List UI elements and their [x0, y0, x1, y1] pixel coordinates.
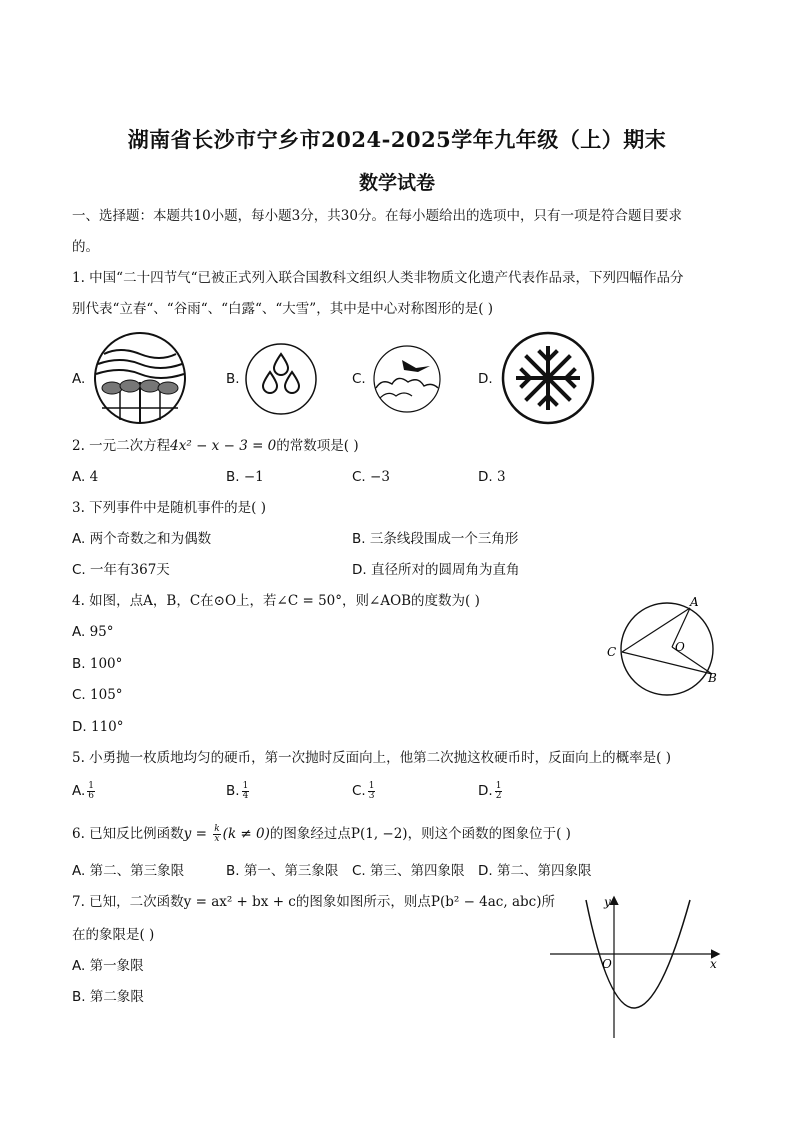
option-label: D. [352, 562, 367, 578]
option-label: B. [226, 469, 240, 485]
q5-option-a [72, 782, 97, 801]
q1-option-d-label: D. [478, 371, 493, 387]
q3-option-b [352, 530, 518, 548]
x-axis-label: x [710, 957, 717, 971]
q1-option-d-image [500, 330, 596, 426]
option-text: 一年有367天 [90, 562, 170, 578]
q6-option-d [478, 862, 591, 880]
fraction-denominator: 4 [242, 791, 249, 801]
q6-function-lhs: y = [183, 826, 212, 842]
option-fraction [495, 782, 503, 801]
q1-option-c-image [372, 344, 442, 414]
q2-option-a [72, 468, 98, 486]
option-text: 两个奇数之和为偶数 [89, 531, 212, 547]
fraction-numerator: 1 [88, 781, 95, 791]
option-label: A. [72, 531, 86, 547]
fraction-denominator: 6 [88, 791, 95, 801]
q5-stem: 5. 小勇抛一枚质地均匀的硬币，第一次抛时反面向上，他第二次抛这枚硬币时，反面向上的概率是( ) [72, 750, 671, 766]
exam-subtitle: 数学试卷 [358, 172, 435, 194]
option-value: −3 [370, 469, 390, 485]
q5-option-b [226, 782, 251, 801]
point-a-label: A [690, 595, 699, 609]
option-text: 第二、第四象限 [496, 863, 592, 879]
q2-equation: 4x² − x − 3 = 0 [170, 438, 277, 454]
option-value: 3 [496, 469, 506, 485]
option-label: D. [72, 719, 87, 735]
q4-option-c [72, 686, 123, 704]
q5-option-c [352, 782, 377, 801]
option-label: A. [72, 783, 86, 799]
option-text: 直径所对的圆周角为直角 [370, 562, 520, 578]
q2-option-c [352, 468, 390, 486]
q7-parabola-figure [548, 892, 724, 1040]
option-text: 第二象限 [89, 989, 144, 1005]
option-text: 三条线段围成一个三角形 [369, 531, 519, 547]
q1-option-a-image [92, 330, 188, 426]
option-label: C. [72, 562, 86, 578]
option-value: 105° [90, 687, 123, 703]
option-label: C. [352, 863, 366, 879]
center-o-label: O [675, 640, 685, 654]
q4-option-d [72, 718, 124, 736]
option-label: B. [352, 531, 366, 547]
q5-option-d [478, 782, 504, 801]
q4-option-b [72, 655, 122, 673]
option-label: D. [478, 863, 493, 879]
option-fraction [87, 782, 95, 801]
q1-stem-line1: 1. 中国“二十四节气“已被正式列入联合国教科文组织人类非物质文化遗产代表作品录，下列四幅作品分 [72, 270, 684, 286]
option-text: 第二、第三象限 [89, 863, 185, 879]
option-text: 第三、第四象限 [370, 863, 465, 879]
q1-stem-line2: 别代表“立春“、“谷雨“、“白露“、“大雪”，其中是中心对称图形的是( ) [72, 301, 494, 317]
q6-stem [72, 825, 571, 844]
q7-option-a [72, 957, 144, 975]
q1-option-b-label: B. [226, 371, 240, 387]
q6-option-b [226, 862, 338, 880]
q2-prefix: 2. 一元二次方程 [72, 438, 171, 454]
section-heading-line2: 的。 [72, 239, 99, 255]
option-text: 第一、第三象限 [243, 863, 339, 879]
q1-option-b-image [244, 342, 318, 416]
circle-o [621, 603, 713, 695]
q4-stem: 4. 如图，点A，B，C在⊙O上，若∠C = 50°，则∠AOB的度数为( ) [72, 593, 480, 609]
option-label: A. [72, 958, 86, 974]
q2-suffix: 的常数项是( ) [276, 438, 359, 454]
q3-option-a [72, 530, 211, 548]
q4-circle-figure [600, 594, 730, 704]
option-value: 4 [89, 469, 99, 485]
option-fraction [242, 782, 250, 801]
section-heading-line1: 一、选择题：本题共10小题，每小题3分，共30分。在每小题给出的选项中，只有一项是符合题目要求 [72, 208, 682, 224]
q6-prefix: 6. 已知反比例函数 [72, 826, 184, 842]
option-label: D. [478, 469, 493, 485]
q6-function-fraction [213, 825, 220, 844]
fraction-denominator: x [214, 834, 220, 844]
segment-cb [622, 652, 712, 674]
option-text: 第一象限 [89, 958, 144, 974]
point-b-label: B [708, 671, 717, 685]
option-label: A. [72, 863, 86, 879]
option-value: 100° [89, 656, 123, 672]
option-label: C. [72, 687, 86, 703]
option-value: −1 [243, 469, 264, 485]
option-label: A. [72, 624, 86, 640]
q6-option-c [352, 862, 465, 880]
q2-option-d [478, 468, 506, 486]
origin-label: O [602, 957, 612, 971]
q3-stem: 3. 下列事件中是随机事件的是( ) [72, 500, 266, 516]
y-axis-label: y [604, 895, 611, 909]
q2-stem [72, 437, 359, 455]
q1-option-a-label: A. [72, 371, 86, 387]
option-label: B. [226, 863, 240, 879]
option-label: B. [72, 656, 86, 672]
option-label: A. [72, 469, 86, 485]
fraction-numerator: k [214, 824, 220, 834]
q2-option-b [226, 468, 264, 486]
exam-title: 湖南省长沙市宁乡市2024-2025学年九年级（上）期末 [127, 127, 667, 152]
fraction-numerator: 1 [495, 781, 502, 791]
point-c-label: C [607, 645, 617, 659]
q3-option-c [72, 561, 170, 579]
option-label: B. [226, 783, 240, 799]
q7-stem-line2: 在的象限是( ) [72, 927, 155, 943]
q6-suffix: 的图象经过点P(1, −2)，则这个函数的图象位于( ) [269, 826, 571, 842]
fraction-numerator: 1 [242, 781, 249, 791]
q1-option-c-label: C. [352, 371, 366, 387]
option-label: C. [352, 783, 366, 799]
q6-function-condition: (k ≠ 0) [222, 826, 270, 842]
option-fraction [368, 782, 376, 801]
option-value: 110° [90, 719, 124, 735]
fraction-numerator: 1 [368, 781, 375, 791]
option-label: C. [352, 469, 366, 485]
fraction-denominator: 2 [495, 791, 502, 801]
q6-option-a [72, 862, 184, 880]
fraction-denominator: 3 [368, 791, 375, 801]
q7-stem-line1: 7. 已知，二次函数y = ax² + bx + c的图象如图所示，则点P(b² − 4ac, abc)所 [72, 894, 555, 910]
q3-option-d [352, 561, 519, 579]
option-label: D. [478, 783, 493, 799]
option-label: B. [72, 989, 86, 1005]
q7-option-b [72, 988, 144, 1006]
option-value: 95° [89, 624, 114, 640]
q4-option-a [72, 623, 114, 641]
